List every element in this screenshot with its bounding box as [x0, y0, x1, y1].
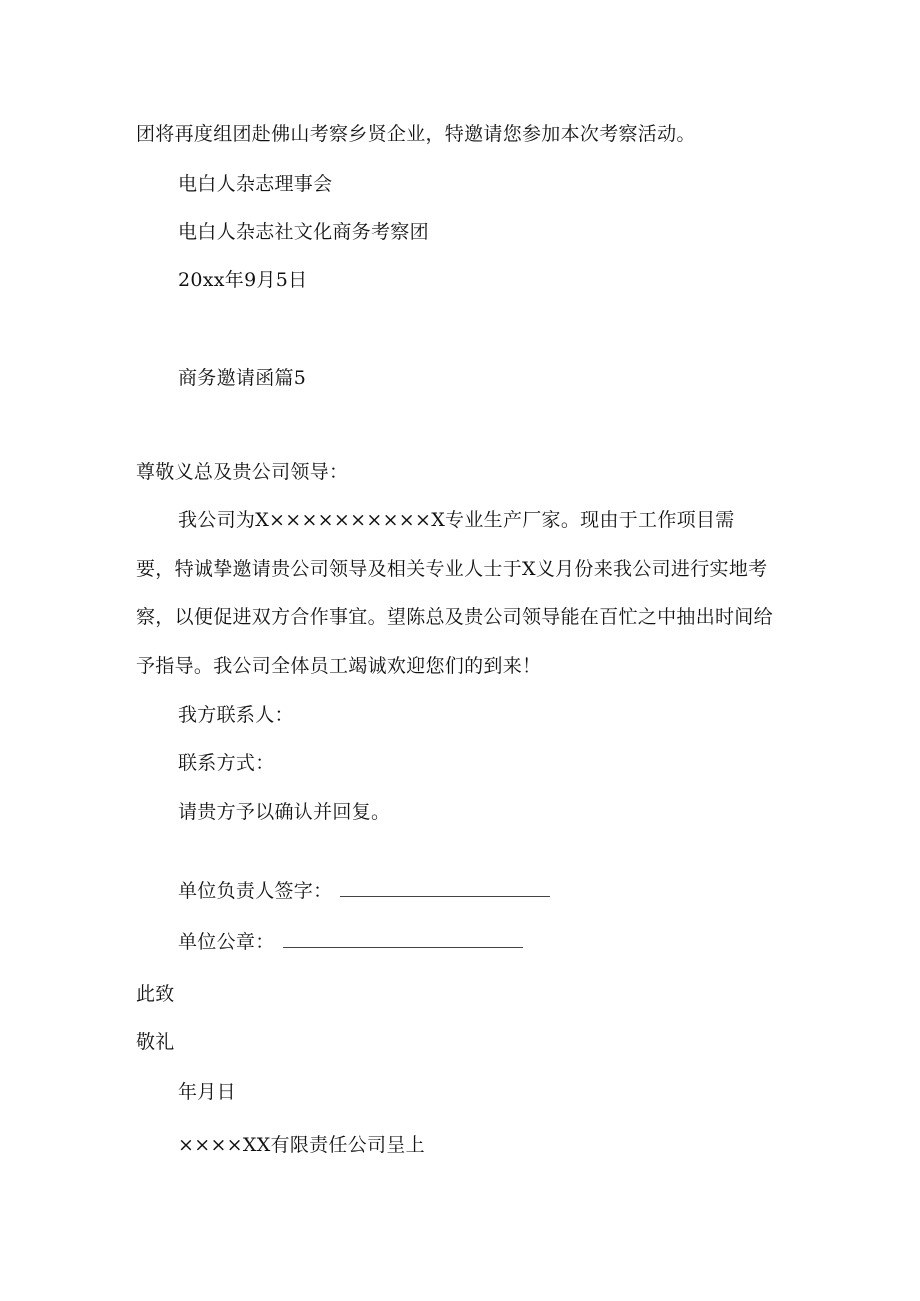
body-line-4: 予指导。我公司全体员工竭诚欢迎您们的到来！ — [136, 655, 542, 677]
confirm-reply: 请贵方予以确认并回复。 — [178, 801, 391, 823]
closing-regards: 敬礼 — [136, 1031, 175, 1053]
body-line-1: 我公司为X××××××××××X专业生产厂家。现由于工作项目需 — [178, 509, 735, 531]
intro-tail-paragraph: 团将再度组团赴佛山考察乡贤企业，特邀请您参加本次考察活动。 — [136, 123, 696, 145]
closing-phrase: 此致 — [136, 983, 175, 1005]
signature-blank-line — [340, 882, 550, 897]
signature-label: 单位负责人签字： — [178, 880, 333, 902]
seal-label: 单位公章： — [178, 931, 275, 953]
seal-blank-line — [283, 933, 523, 948]
contact-method: 联系方式： — [178, 752, 275, 774]
date-second: 年月日 — [178, 1081, 236, 1103]
contact-person: 我方联系人： — [178, 704, 294, 726]
seal-row — [178, 930, 523, 954]
body-line-3: 察，以便促进双方合作事宜。望陈总及贵公司领导能在百忙之中抽出时间给 — [136, 606, 773, 628]
signature-row — [178, 879, 550, 903]
section-title: 商务邀请函篇5 — [178, 367, 307, 389]
body-line-2: 要，特诚挚邀请贵公司领导及相关专业人士于X义月份来我公司进行实地考 — [136, 558, 768, 580]
company-signature: ××××XX有限责任公司呈上 — [178, 1134, 425, 1156]
date-first: 20xx年9月5日 — [178, 269, 308, 291]
signer-delegation: 电白人杂志社文化商务考察团 — [178, 221, 429, 243]
signer-council: 电白人杂志理事会 — [178, 173, 333, 195]
salutation: 尊敬义总及贵公司领导： — [136, 461, 349, 483]
